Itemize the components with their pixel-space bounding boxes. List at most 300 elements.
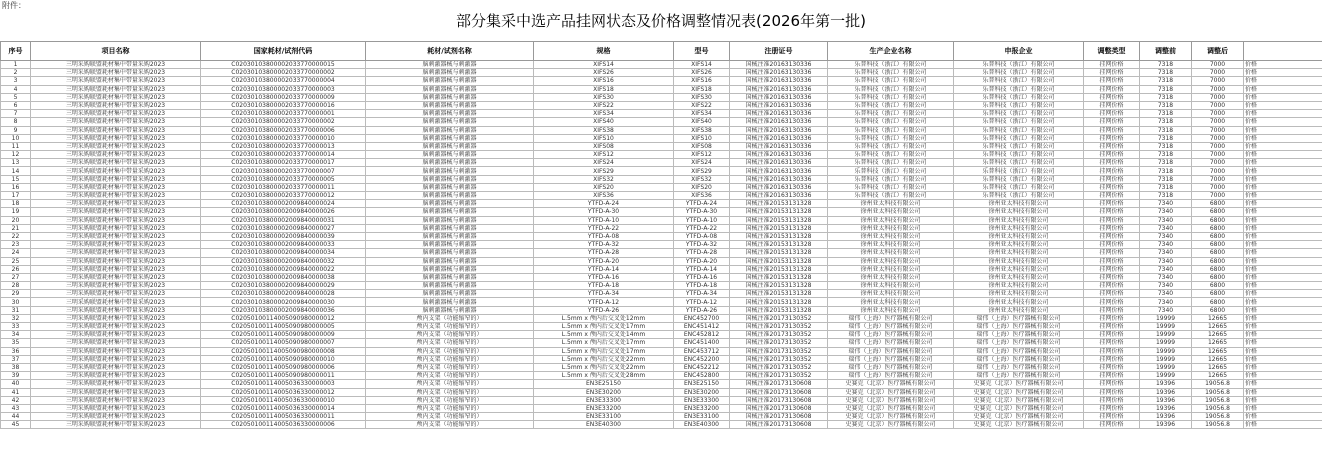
table-cell[interactable]: 乐普科技（浙江）有限公司 (828, 101, 954, 109)
table-cell[interactable]: 瑞伟（上海）医疗器械有限公司 (954, 355, 1084, 363)
table-cell[interactable]: 瑞伟（上海）医疗器械有限公司 (954, 347, 1084, 355)
table-cell[interactable]: YTFD-A-26 (674, 306, 730, 314)
table-cell[interactable]: 史赛克（北京）医疗器械有限公司 (828, 380, 954, 388)
table-cell[interactable]: 7000 (1192, 151, 1244, 159)
table-cell[interactable]: ENC452200 (674, 355, 730, 363)
table-cell[interactable]: YTFD-A-12 (534, 298, 674, 306)
table-cell[interactable]: 9 (1, 126, 31, 134)
table-cell[interactable]: 徐州亚太科技有限公司 (828, 290, 954, 298)
table-cell[interactable]: 三明采购联盟耗材集中带量采购2023 (31, 290, 201, 298)
table-cell[interactable]: 25 (1, 257, 31, 265)
table-cell[interactable]: 价格 (1244, 265, 1322, 273)
table-cell[interactable]: 19056.8 (1192, 396, 1244, 404)
table-cell[interactable]: 7 (1, 110, 31, 118)
table-cell[interactable]: 三明采购联盟耗材集中带量采购2023 (31, 232, 201, 240)
table-cell[interactable]: C02030103800002009840000034 (201, 249, 366, 257)
table-cell[interactable]: 徐州亚太科技有限公司 (954, 282, 1084, 290)
table-cell[interactable]: 徐州亚太科技有限公司 (954, 306, 1084, 314)
table-cell[interactable]: 挂网价格 (1084, 388, 1140, 396)
table-cell[interactable]: XIFS16 (534, 77, 674, 85)
table-cell[interactable]: 国械注准20163130336 (730, 151, 828, 159)
table-cell[interactable]: 21 (1, 224, 31, 232)
table-cell[interactable]: 国械注准20173130352 (730, 323, 828, 331)
table-cell[interactable]: 颅内支架（功能缩窄的） (366, 363, 534, 371)
table-cell[interactable]: 三明采购联盟耗材集中带量采购2023 (31, 183, 201, 191)
table-cell[interactable]: 徐州亚太科技有限公司 (828, 298, 954, 306)
table-cell[interactable]: C02030103800002033770000012 (201, 192, 366, 200)
table-cell[interactable]: XIFS29 (534, 167, 674, 175)
table-cell[interactable]: 19999 (1140, 331, 1192, 339)
table-cell[interactable]: 19999 (1140, 323, 1192, 331)
table-cell[interactable]: 瑞伟（上海）医疗器械有限公司 (828, 363, 954, 371)
table-cell[interactable]: XIFS38 (674, 126, 730, 134)
table-cell[interactable]: 颅内支架（功能缩窄的） (366, 388, 534, 396)
table-cell[interactable]: EN3E33300 (534, 396, 674, 404)
table-cell[interactable]: 史赛克（北京）医疗器械有限公司 (954, 396, 1084, 404)
column-header[interactable]: 项目名称 (31, 42, 201, 61)
table-cell[interactable]: 乐普科技（浙江）有限公司 (954, 69, 1084, 77)
table-cell[interactable]: 价格 (1244, 282, 1322, 290)
table-cell[interactable]: 脑刺激器械与刺激器 (366, 77, 534, 85)
table-cell[interactable]: 7000 (1192, 110, 1244, 118)
table-cell[interactable]: C02030103800002033770000006 (201, 126, 366, 134)
table-cell[interactable]: XIFS22 (674, 101, 730, 109)
table-row[interactable] (1, 257, 1322, 265)
table-cell[interactable]: 乐普科技（浙江）有限公司 (828, 85, 954, 93)
table-cell[interactable]: C02030103800002009840000022 (201, 265, 366, 273)
table-cell[interactable]: C02030103800002009840000024 (201, 200, 366, 208)
table-cell[interactable]: 挂网价格 (1084, 118, 1140, 126)
table-cell[interactable]: 国械注准20173130352 (730, 355, 828, 363)
table-cell[interactable]: 34 (1, 331, 31, 339)
table-cell[interactable]: 颅内支架（功能缩窄的） (366, 355, 534, 363)
table-cell[interactable]: 价格 (1244, 298, 1322, 306)
table-cell[interactable]: C02050100114005036330000006 (201, 421, 366, 429)
table-cell[interactable]: 19999 (1140, 347, 1192, 355)
table-cell[interactable]: 国械注准20153131328 (730, 273, 828, 281)
table-cell[interactable]: 挂网价格 (1084, 372, 1140, 380)
table-cell[interactable]: 国械注准20173130352 (730, 339, 828, 347)
table-cell[interactable]: C02030103800002009840000030 (201, 298, 366, 306)
table-cell[interactable]: 19999 (1140, 372, 1192, 380)
table-cell[interactable]: 7000 (1192, 93, 1244, 101)
table-cell[interactable]: YTFD-A-32 (534, 241, 674, 249)
table-cell[interactable]: 价格 (1244, 396, 1322, 404)
table-cell[interactable]: C02030103800002033770000017 (201, 159, 366, 167)
table-cell[interactable]: C02030103800002033770000005 (201, 175, 366, 183)
table-cell[interactable]: ENC452212 (674, 363, 730, 371)
table-cell[interactable]: YTFD-A-10 (674, 216, 730, 224)
table-cell[interactable]: 三明采购联盟耗材集中带量采购2023 (31, 404, 201, 412)
table-cell[interactable]: XIFS36 (674, 192, 730, 200)
table-cell[interactable]: 瑞伟（上海）医疗器械有限公司 (954, 331, 1084, 339)
table-cell[interactable]: 44 (1, 413, 31, 421)
table-row[interactable] (1, 421, 1322, 429)
table-cell[interactable]: 史赛克（北京）医疗器械有限公司 (828, 396, 954, 404)
table-cell[interactable]: 国械注准20173130352 (730, 363, 828, 371)
table-cell[interactable]: ENC451400 (674, 339, 730, 347)
table-row[interactable] (1, 200, 1322, 208)
table-cell[interactable]: 7340 (1140, 216, 1192, 224)
table-cell[interactable]: 价格 (1244, 413, 1322, 421)
table-cell[interactable]: 国械注准20173130608 (730, 380, 828, 388)
table-cell[interactable]: XIFS08 (674, 142, 730, 150)
table-cell[interactable]: C02050100114005090980000005 (201, 323, 366, 331)
table-cell[interactable]: 价格 (1244, 175, 1322, 183)
table-cell[interactable]: 国械注准20163130336 (730, 110, 828, 118)
table-cell[interactable]: 7340 (1140, 282, 1192, 290)
table-cell[interactable]: 价格 (1244, 183, 1322, 191)
table-cell[interactable]: 乐普科技（浙江）有限公司 (828, 110, 954, 118)
table-cell[interactable]: 脑刺激器械与刺激器 (366, 298, 534, 306)
table-cell[interactable]: 脑刺激器械与刺激器 (366, 85, 534, 93)
table-cell[interactable]: XIFS29 (674, 167, 730, 175)
table-cell[interactable]: 6800 (1192, 224, 1244, 232)
table-cell[interactable]: 12665 (1192, 323, 1244, 331)
table-cell[interactable]: 19056.8 (1192, 421, 1244, 429)
table-cell[interactable]: 24 (1, 249, 31, 257)
table-cell[interactable]: XIFS20 (534, 183, 674, 191)
table-cell[interactable]: 价格 (1244, 355, 1322, 363)
table-cell[interactable]: 三明采购联盟耗材集中带量采购2023 (31, 110, 201, 118)
table-cell[interactable]: 瑞伟（上海）医疗器械有限公司 (954, 339, 1084, 347)
table-row[interactable] (1, 142, 1322, 150)
table-cell[interactable]: XIFS26 (534, 69, 674, 77)
table-cell[interactable]: 挂网价格 (1084, 183, 1140, 191)
table-cell[interactable]: 挂网价格 (1084, 396, 1140, 404)
table-cell[interactable]: 瑞伟（上海）医疗器械有限公司 (828, 331, 954, 339)
table-cell[interactable]: 三明采购联盟耗材集中带量采购2023 (31, 257, 201, 265)
table-cell[interactable]: C02050100114005090980000012 (201, 314, 366, 322)
table-cell[interactable]: 徐州亚太科技有限公司 (954, 208, 1084, 216)
table-row[interactable] (1, 151, 1322, 159)
table-cell[interactable]: 挂网价格 (1084, 306, 1140, 314)
table-cell[interactable]: 6800 (1192, 265, 1244, 273)
table-cell[interactable]: 挂网价格 (1084, 61, 1140, 69)
table-row[interactable] (1, 93, 1322, 101)
table-cell[interactable]: 19999 (1140, 314, 1192, 322)
table-row[interactable] (1, 355, 1322, 363)
table-cell[interactable]: 徐州亚太科技有限公司 (954, 200, 1084, 208)
table-row[interactable] (1, 216, 1322, 224)
table-row[interactable] (1, 126, 1322, 134)
table-cell[interactable]: XIFS14 (534, 61, 674, 69)
table-cell[interactable]: 国械注准20163130336 (730, 101, 828, 109)
table-cell[interactable]: ENC452700 (674, 314, 730, 322)
table-cell[interactable]: YTFD-A-20 (674, 257, 730, 265)
table-cell[interactable]: 7000 (1192, 134, 1244, 142)
table-cell[interactable]: XIFS30 (674, 93, 730, 101)
table-cell[interactable]: 挂网价格 (1084, 85, 1140, 93)
table-cell[interactable]: XIFS34 (534, 110, 674, 118)
table-cell[interactable]: 7000 (1192, 101, 1244, 109)
table-row[interactable] (1, 85, 1322, 93)
table-cell[interactable]: 国械注准20163130336 (730, 159, 828, 167)
table-cell[interactable]: 三明采购联盟耗材集中带量采购2023 (31, 241, 201, 249)
table-cell[interactable]: 7318 (1140, 61, 1192, 69)
table-cell[interactable]: 国械注准20173130352 (730, 347, 828, 355)
table-cell[interactable]: 7318 (1140, 101, 1192, 109)
table-cell[interactable]: 徐州亚太科技有限公司 (828, 265, 954, 273)
table-cell[interactable]: 颅内支架（功能缩窄的） (366, 314, 534, 322)
table-cell[interactable]: 6800 (1192, 200, 1244, 208)
table-cell[interactable]: 脑刺激器械与刺激器 (366, 126, 534, 134)
table-cell[interactable]: 价格 (1244, 93, 1322, 101)
table-cell[interactable]: XIFS22 (534, 101, 674, 109)
table-cell[interactable]: EN3E40300 (534, 421, 674, 429)
table-cell[interactable]: 挂网价格 (1084, 241, 1140, 249)
table-cell[interactable]: 瑞伟（上海）医疗器械有限公司 (954, 363, 1084, 371)
table-cell[interactable]: 三明采购联盟耗材集中带量采购2023 (31, 61, 201, 69)
table-cell[interactable]: 颅内支架（功能缩窄的） (366, 323, 534, 331)
table-cell[interactable]: 19396 (1140, 380, 1192, 388)
table-cell[interactable]: 乐普科技（浙江）有限公司 (954, 183, 1084, 191)
table-cell[interactable]: 三明采购联盟耗材集中带量采购2023 (31, 306, 201, 314)
table-cell[interactable]: 6800 (1192, 257, 1244, 265)
table-cell[interactable]: 7000 (1192, 142, 1244, 150)
table-cell[interactable]: 脑刺激器械与刺激器 (366, 101, 534, 109)
table-cell[interactable]: EN3E25150 (534, 380, 674, 388)
table-cell[interactable]: 国械注准20153131328 (730, 216, 828, 224)
table-cell[interactable]: 6800 (1192, 232, 1244, 240)
table-cell[interactable]: 19056.8 (1192, 404, 1244, 412)
table-cell[interactable]: 7000 (1192, 126, 1244, 134)
table-cell[interactable]: YTFD-A-20 (534, 257, 674, 265)
table-row[interactable] (1, 339, 1322, 347)
table-cell[interactable]: XIFS24 (674, 159, 730, 167)
table-cell[interactable]: 乐普科技（浙江）有限公司 (828, 93, 954, 101)
table-cell[interactable]: C02030103800002033770000002 (201, 69, 366, 77)
table-cell[interactable]: 乐普科技（浙江）有限公司 (954, 175, 1084, 183)
table-cell[interactable]: 史赛克（北京）医疗器械有限公司 (828, 421, 954, 429)
table-cell[interactable]: 价格 (1244, 101, 1322, 109)
table-cell[interactable]: 7340 (1140, 241, 1192, 249)
table-cell[interactable]: C02050100114005090980000008 (201, 347, 366, 355)
table-cell[interactable]: 徐州亚太科技有限公司 (954, 232, 1084, 240)
column-header[interactable]: 申报企业 (954, 42, 1084, 61)
table-cell[interactable]: L.5mm x 颅内后交叉处28mm (534, 372, 674, 380)
table-cell[interactable]: 38 (1, 363, 31, 371)
table-cell[interactable]: 12665 (1192, 355, 1244, 363)
table-cell[interactable]: 瑞伟（上海）医疗器械有限公司 (954, 372, 1084, 380)
table-cell[interactable]: 三明采购联盟耗材集中带量采购2023 (31, 126, 201, 134)
table-cell[interactable]: 41 (1, 388, 31, 396)
table-cell[interactable]: 三明采购联盟耗材集中带量采购2023 (31, 323, 201, 331)
table-cell[interactable]: ENC452800 (674, 372, 730, 380)
table-cell[interactable]: 挂网价格 (1084, 77, 1140, 85)
table-cell[interactable]: C02050100114005036330000012 (201, 388, 366, 396)
table-cell[interactable]: XIFS10 (674, 134, 730, 142)
table-cell[interactable]: C02030103800002009840000036 (201, 306, 366, 314)
table-cell[interactable]: 6 (1, 101, 31, 109)
table-cell[interactable]: 瑞伟（上海）医疗器械有限公司 (828, 339, 954, 347)
table-cell[interactable]: 史赛克（北京）医疗器械有限公司 (828, 388, 954, 396)
table-cell[interactable]: 国械注准20173130352 (730, 331, 828, 339)
table-cell[interactable]: 7340 (1140, 200, 1192, 208)
table-cell[interactable]: 脑刺激器械与刺激器 (366, 183, 534, 191)
table-cell[interactable]: 国械注准20153131328 (730, 298, 828, 306)
table-row[interactable] (1, 167, 1322, 175)
table-cell[interactable]: 国械注准20173130608 (730, 421, 828, 429)
table-cell[interactable]: 脑刺激器械与刺激器 (366, 224, 534, 232)
table-cell[interactable]: 价格 (1244, 363, 1322, 371)
table-cell[interactable]: 挂网价格 (1084, 404, 1140, 412)
table-cell[interactable]: 乐普科技（浙江）有限公司 (954, 85, 1084, 93)
table-cell[interactable]: 19396 (1140, 388, 1192, 396)
table-cell[interactable]: 挂网价格 (1084, 331, 1140, 339)
table-cell[interactable]: 乐普科技（浙江）有限公司 (828, 175, 954, 183)
table-cell[interactable]: 3 (1, 77, 31, 85)
table-cell[interactable]: 价格 (1244, 241, 1322, 249)
table-cell[interactable]: 7318 (1140, 93, 1192, 101)
table-cell[interactable]: 脑刺激器械与刺激器 (366, 208, 534, 216)
table-cell[interactable]: 脑刺激器械与刺激器 (366, 167, 534, 175)
table-cell[interactable]: 15 (1, 175, 31, 183)
table-cell[interactable]: 脑刺激器械与刺激器 (366, 61, 534, 69)
table-cell[interactable]: XIFS12 (534, 151, 674, 159)
table-cell[interactable]: YTFD-A-26 (534, 306, 674, 314)
table-cell[interactable]: 国械注准20163130336 (730, 167, 828, 175)
table-cell[interactable]: 挂网价格 (1084, 249, 1140, 257)
table-cell[interactable]: 19 (1, 208, 31, 216)
table-cell[interactable]: 徐州亚太科技有限公司 (828, 232, 954, 240)
table-cell[interactable]: XIFS40 (674, 118, 730, 126)
table-cell[interactable]: 三明采购联盟耗材集中带量采购2023 (31, 298, 201, 306)
table-cell[interactable]: 12665 (1192, 331, 1244, 339)
table-cell[interactable]: 脑刺激器械与刺激器 (366, 306, 534, 314)
table-cell[interactable]: 国械注准20163130336 (730, 85, 828, 93)
table-cell[interactable]: 国械注准20173130608 (730, 396, 828, 404)
table-cell[interactable]: 挂网价格 (1084, 273, 1140, 281)
table-cell[interactable]: 徐州亚太科技有限公司 (828, 273, 954, 281)
table-cell[interactable]: YTFD-A-10 (534, 216, 674, 224)
table-cell[interactable]: C02030103800002009840000027 (201, 224, 366, 232)
table-cell[interactable]: 挂网价格 (1084, 339, 1140, 347)
table-cell[interactable]: 价格 (1244, 232, 1322, 240)
table-cell[interactable]: 价格 (1244, 388, 1322, 396)
table-cell[interactable]: 价格 (1244, 126, 1322, 134)
table-cell[interactable]: XIFS16 (674, 77, 730, 85)
table-cell[interactable]: 三明采购联盟耗材集中带量采购2023 (31, 331, 201, 339)
table-cell[interactable]: 挂网价格 (1084, 363, 1140, 371)
table-cell[interactable]: C02030103800002033770000013 (201, 142, 366, 150)
table-cell[interactable]: 三明采购联盟耗材集中带量采购2023 (31, 93, 201, 101)
table-cell[interactable]: 颅内支架（功能缩窄的） (366, 404, 534, 412)
table-cell[interactable]: 价格 (1244, 200, 1322, 208)
table-cell[interactable]: 7000 (1192, 69, 1244, 77)
table-cell[interactable]: 乐普科技（浙江）有限公司 (954, 118, 1084, 126)
table-cell[interactable]: 脑刺激器械与刺激器 (366, 249, 534, 257)
table-cell[interactable]: 挂网价格 (1084, 192, 1140, 200)
table-cell[interactable]: YTFD-A-22 (534, 224, 674, 232)
table-cell[interactable]: 7000 (1192, 61, 1244, 69)
table-cell[interactable]: 挂网价格 (1084, 151, 1140, 159)
table-cell[interactable]: C02050100114005090980000006 (201, 363, 366, 371)
table-cell[interactable]: 7318 (1140, 126, 1192, 134)
table-cell[interactable]: 国械注准20163130336 (730, 118, 828, 126)
table-cell[interactable]: ENC452812 (674, 331, 730, 339)
table-cell[interactable]: C02030103800002033770000001 (201, 110, 366, 118)
table-cell[interactable]: C02030103800002033770000014 (201, 151, 366, 159)
table-cell[interactable]: 瑞伟（上海）医疗器械有限公司 (828, 372, 954, 380)
table-row[interactable] (1, 314, 1322, 322)
table-row[interactable] (1, 298, 1322, 306)
table-cell[interactable]: 40 (1, 380, 31, 388)
table-cell[interactable]: 27 (1, 273, 31, 281)
table-cell[interactable]: 7340 (1140, 298, 1192, 306)
table-cell[interactable]: 脑刺激器械与刺激器 (366, 151, 534, 159)
table-cell[interactable]: 三明采购联盟耗材集中带量采购2023 (31, 339, 201, 347)
table-cell[interactable]: 12 (1, 151, 31, 159)
table-cell[interactable]: 20 (1, 216, 31, 224)
table-cell[interactable]: 挂网价格 (1084, 224, 1140, 232)
table-cell[interactable]: 脑刺激器械与刺激器 (366, 290, 534, 298)
table-cell[interactable]: 脑刺激器械与刺激器 (366, 241, 534, 249)
table-cell[interactable]: 瑞伟（上海）医疗器械有限公司 (954, 314, 1084, 322)
table-cell[interactable]: YTFD-A-22 (674, 224, 730, 232)
table-cell[interactable]: YTFD-A-28 (534, 249, 674, 257)
table-cell[interactable]: YTFD-A-28 (674, 249, 730, 257)
table-cell[interactable]: 价格 (1244, 77, 1322, 85)
table-cell[interactable]: 国械注准20153131328 (730, 232, 828, 240)
table-cell[interactable]: 史赛克（北京）医疗器械有限公司 (828, 404, 954, 412)
table-cell[interactable]: 乐普科技（浙江）有限公司 (954, 142, 1084, 150)
table-cell[interactable]: 19396 (1140, 396, 1192, 404)
table-cell[interactable]: 10 (1, 134, 31, 142)
table-cell[interactable]: 乐普科技（浙江）有限公司 (828, 192, 954, 200)
table-cell[interactable]: 7000 (1192, 175, 1244, 183)
table-cell[interactable]: 价格 (1244, 421, 1322, 429)
table-cell[interactable]: C02050100114005036330000014 (201, 404, 366, 412)
table-cell[interactable]: 乐普科技（浙江）有限公司 (954, 159, 1084, 167)
table-cell[interactable]: 三明采购联盟耗材集中带量采购2023 (31, 192, 201, 200)
table-cell[interactable]: 三明采购联盟耗材集中带量采购2023 (31, 134, 201, 142)
table-cell[interactable]: 徐州亚太科技有限公司 (828, 208, 954, 216)
table-cell[interactable]: 价格 (1244, 249, 1322, 257)
table-cell[interactable]: 37 (1, 355, 31, 363)
table-cell[interactable]: 7318 (1140, 134, 1192, 142)
table-cell[interactable]: 7318 (1140, 192, 1192, 200)
table-cell[interactable]: 国械注准20163130336 (730, 61, 828, 69)
table-cell[interactable]: 43 (1, 404, 31, 412)
table-row[interactable] (1, 77, 1322, 85)
table-row[interactable] (1, 347, 1322, 355)
table-cell[interactable]: 挂网价格 (1084, 257, 1140, 265)
table-cell[interactable]: 30 (1, 298, 31, 306)
table-cell[interactable]: C02050100114005036330000003 (201, 380, 366, 388)
table-cell[interactable]: 徐州亚太科技有限公司 (828, 282, 954, 290)
table-cell[interactable]: 徐州亚太科技有限公司 (828, 306, 954, 314)
table-cell[interactable]: 国械注准20163130336 (730, 183, 828, 191)
table-cell[interactable]: C02030103800002009840000039 (201, 232, 366, 240)
table-cell[interactable]: 7318 (1140, 142, 1192, 150)
table-cell[interactable]: 国械注准20173130352 (730, 314, 828, 322)
table-row[interactable] (1, 249, 1322, 257)
table-cell[interactable]: 33 (1, 323, 31, 331)
table-cell[interactable]: XIFS12 (674, 151, 730, 159)
table-cell[interactable]: 价格 (1244, 85, 1322, 93)
table-cell[interactable]: YTFD-A-18 (534, 282, 674, 290)
table-cell[interactable]: 7340 (1140, 290, 1192, 298)
table-cell[interactable]: YTFD-A-14 (674, 265, 730, 273)
table-cell[interactable]: 6800 (1192, 216, 1244, 224)
table-cell[interactable]: C02050100114005036330000010 (201, 396, 366, 404)
table-cell[interactable]: 12665 (1192, 363, 1244, 371)
table-cell[interactable]: 7000 (1192, 118, 1244, 126)
table-cell[interactable]: 挂网价格 (1084, 413, 1140, 421)
table-cell[interactable]: 乐普科技（浙江）有限公司 (954, 61, 1084, 69)
table-cell[interactable]: 脑刺激器械与刺激器 (366, 257, 534, 265)
